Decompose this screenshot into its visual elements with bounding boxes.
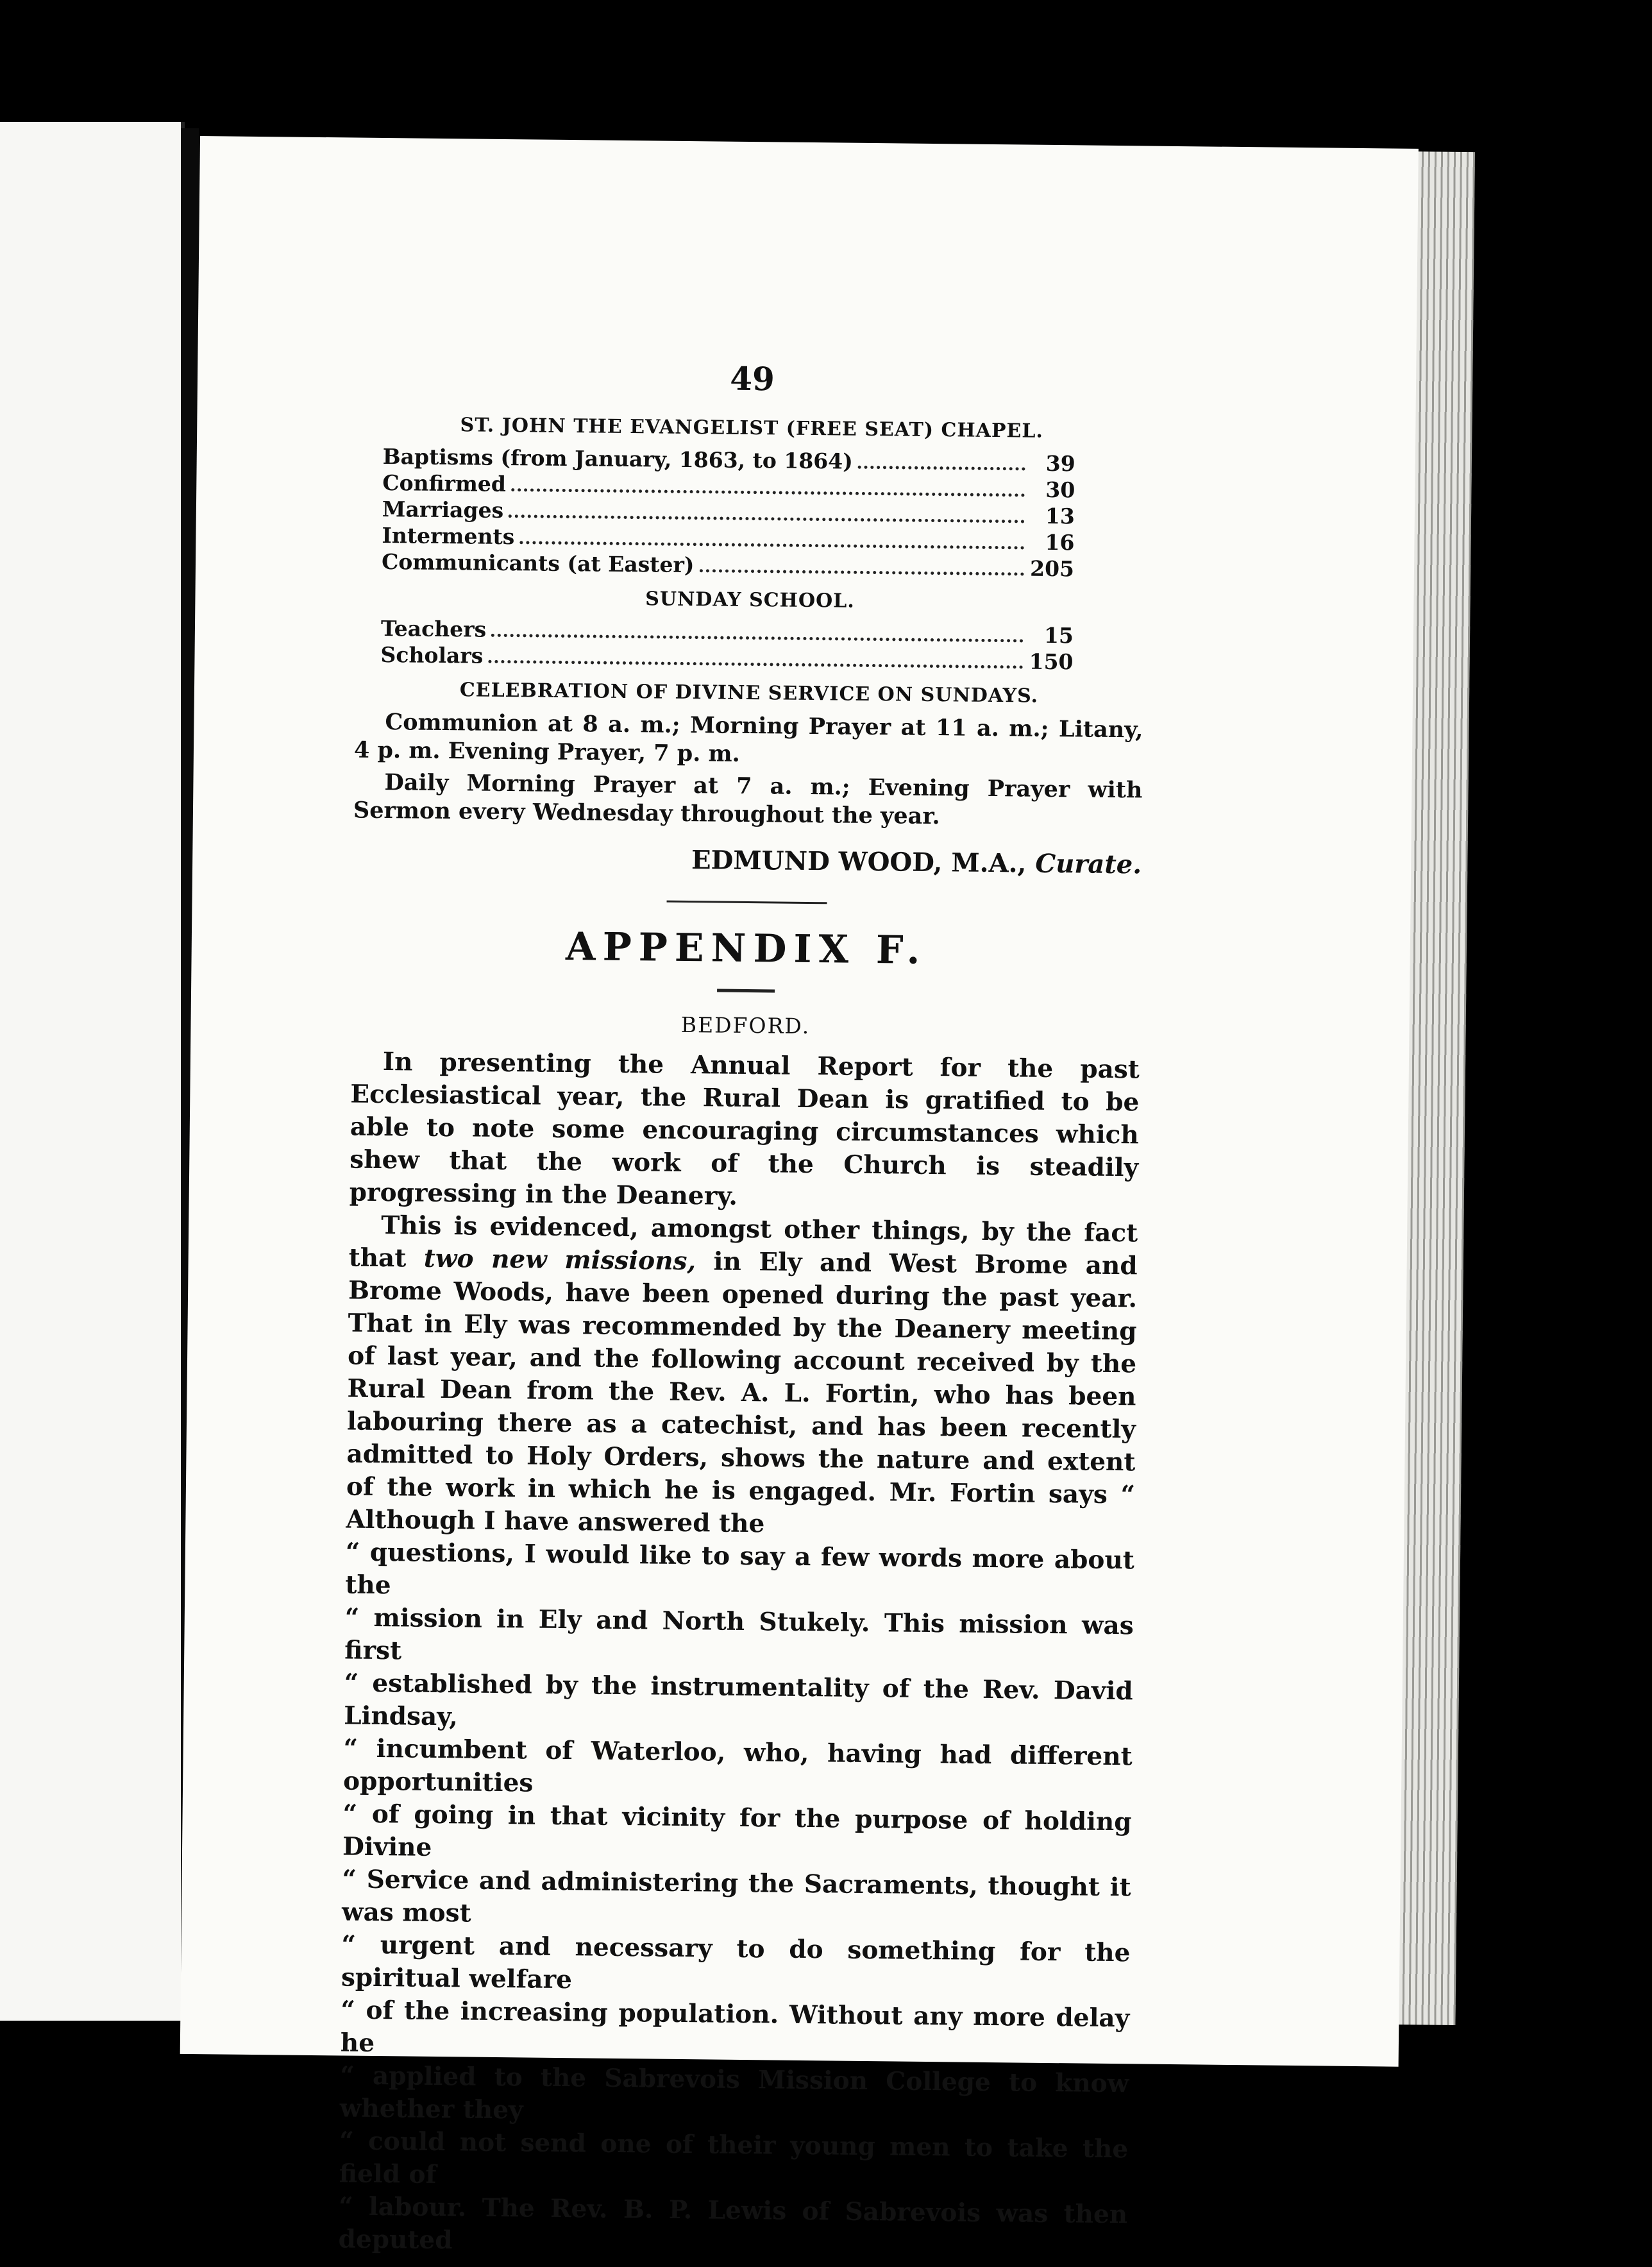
service-schedule-text: Communion at 8 a. m.; Morning Prayer at 11 a. m.; Litany, 4 p. m. Evening Prayer, 7 p. m. <box>353 709 1143 767</box>
missions-emphasis: two new missions, <box>423 1243 696 1277</box>
quote-line: “ mission in Ely and North Stukely. This mission was first <box>344 1602 1134 1666</box>
chapel-heading: ST. JOHN THE EVANGELIST (FREE SEAT) CHAPEL. <box>460 414 1044 443</box>
dot-leader <box>519 541 1024 549</box>
quote-line: “ labour. The Rev. B. P. Lewis of Sabrevois was then deputed <box>338 2191 1128 2255</box>
stat-value: 39 <box>1045 450 1075 477</box>
dot-leader <box>509 514 1025 523</box>
stat-label: Baptisms (from January, 1863, to 1864) <box>382 444 854 474</box>
quote-line: “ questions, I would like to say a few words more about the <box>345 1537 1135 1600</box>
divine-service-heading: CELEBRATION OF DIVINE SERVICE ON SUNDAYS. <box>459 679 1039 708</box>
weekday-service-text: Daily Morning Prayer at 7 a. m.; Evening Prayer with Sermon every Wednesday throughout the year. <box>353 769 1143 830</box>
stat-label: Scholars <box>380 641 484 668</box>
missions-text-rest: in Ely and West Brome and Brome Woods, have been opened during the past year. That in Ely was recommended by the Deanery meeting of last year, and the following account received by the Rural Dean from the Rev. A. L. Fortin, who has been labouring there as a catechist, and has been recently admitted to Holy Orders, shows the nature and extent of the work in which he is engaged. Mr. Fortin says “ Although I have answered the <box>346 1246 1138 1539</box>
dot-leader <box>511 488 1025 497</box>
sunday-school-heading: SUNDAY SCHOOL. <box>645 588 855 613</box>
dot-leader <box>699 569 1024 575</box>
quote-line: “ of going in that vicinity for the purpose of holding Divine <box>342 1799 1132 1862</box>
dot-leader <box>488 660 1023 669</box>
stat-label: Teachers <box>380 615 487 642</box>
fortin-quote <box>338 1536 1134 2264</box>
stat-value: 15 <box>1043 622 1074 649</box>
quote-line: “ applied to the Sabrevois Mission College to know whether they <box>339 2060 1129 2125</box>
signature-title: Curate. <box>1035 848 1142 880</box>
stat-label: Interments <box>382 523 515 550</box>
report-paragraph: In presenting the Annual Report for the past Ecclesiastical year, the Rural Dean is gratified to be able to note some encouraging circumstances which shew that the work of the Church is steadily progressing in the Deanery. <box>349 1047 1140 1211</box>
stat-label: Confirmed <box>382 470 507 497</box>
stat-value: 13 <box>1045 503 1075 529</box>
missions-paragraph <box>346 1209 1138 1545</box>
quote-line: “ established by the instrumentality of the Rev. David Lindsay, <box>343 1668 1133 1732</box>
stat-value: 150 <box>1029 649 1074 675</box>
school-stats <box>380 615 1074 675</box>
dot-leader <box>858 466 1025 471</box>
chapel-stats <box>382 443 1075 582</box>
place-heading: BEDFORD. <box>680 1012 811 1039</box>
appendix-title: APPENDIX F. <box>565 924 927 973</box>
missions-text-start: This is evidenced, amongst other things, by the fact that <box>348 1210 1138 1273</box>
stat-label: Communicants (at Easter) <box>381 549 695 578</box>
stat-value: 16 <box>1045 529 1075 556</box>
stat-value: 205 <box>1029 556 1075 582</box>
left-page-edge <box>0 122 185 2021</box>
page-number: 49 <box>729 359 775 398</box>
quote-line: “ incumbent of Waterloo, who, having had different opportunities <box>342 1733 1133 1798</box>
quote-line: “ of the increasing population. Without any more delay he <box>340 1995 1130 2059</box>
signature-name: EDMUND WOOD, M.A., <box>691 845 1027 879</box>
title-rule <box>717 989 775 993</box>
quote-line: “ Service and administering the Sacraments, thought it was most <box>341 1864 1131 1928</box>
stat-value: 30 <box>1045 477 1075 503</box>
signature <box>353 842 1142 880</box>
section-divider <box>667 901 827 904</box>
quote-line: “ urgent and necessary to do something for the spiritual welfare <box>341 1930 1131 1995</box>
dot-leader <box>491 634 1024 643</box>
book-page <box>180 136 1419 2255</box>
page-content <box>338 356 1147 2264</box>
stat-label: Marriages <box>382 497 504 523</box>
quote-line: “ could not send one of their young men to take the field of <box>339 2126 1129 2190</box>
